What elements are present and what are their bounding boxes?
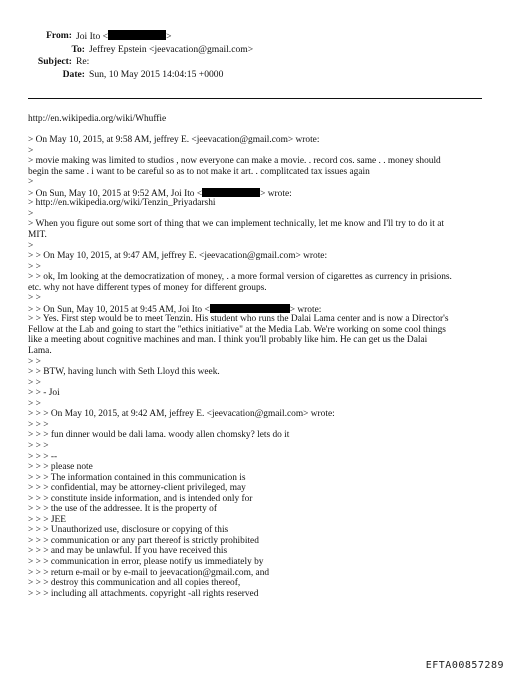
quote-line: > > > destroy this communication and all copies thereof, bbox=[28, 578, 241, 589]
quote-line: > > > bbox=[28, 419, 49, 430]
quote-line: > > > confidential, may be attorney-client privileged, may bbox=[28, 483, 246, 494]
quote-line: > > - Joi bbox=[28, 388, 60, 399]
subject-value: Re: bbox=[76, 56, 90, 68]
quote-line: > > > please note bbox=[28, 462, 93, 473]
redaction-bar bbox=[202, 188, 260, 197]
quote-line: > bbox=[28, 240, 34, 251]
quote-line: > > > Unauthorized use, disclosure or copying of this bbox=[28, 525, 229, 536]
quote-line: > > > communication or any part thereof is strictly prohibited bbox=[28, 535, 259, 546]
quote-line: Lama. bbox=[28, 346, 52, 357]
whuffie-link[interactable]: http://en.wikipedia.org/wiki/Whuffie bbox=[28, 114, 167, 124]
to-value: Jeffrey Epstein <jeevacation@gmail.com> bbox=[89, 43, 254, 55]
quote-line: > > > constitute inside information, and is intended only for bbox=[28, 493, 253, 504]
quote-line: > > ok, Im looking at the democratization of money, . a more formal version of cigarettes as currency in prisions. bbox=[28, 272, 452, 283]
quote-line: > > bbox=[28, 377, 41, 388]
quote-line: > > > including all attachments. copyright -all rights reserved bbox=[28, 588, 259, 599]
quote-line: > > bbox=[28, 356, 41, 367]
quote-line: > > > and may be unlawful. If you have received this bbox=[28, 546, 228, 557]
quote-line: begin the same . i want to be careful so as to not make it art. . complitcated tax issues again bbox=[28, 166, 370, 177]
document-id: EFTA00857289 bbox=[425, 660, 504, 671]
quote-line: > > > the use of the addressee. It is the property of bbox=[28, 504, 217, 515]
quote-line: > > > bbox=[28, 440, 49, 451]
quote-line: > movie making was limited to studios , now everyone can make a movie. . record cos. same . . money should bbox=[28, 156, 441, 167]
quote-line: > http://en.wikipedia.org/wiki/Tenzin_Priyadarshi bbox=[28, 198, 216, 209]
quote-line: > > > JEE bbox=[28, 514, 66, 525]
subject-row bbox=[0, 56, 512, 69]
quote-line: > > > return e-mail or by e-mail to jeevacation@gmail.com, and bbox=[28, 567, 270, 578]
quote-line: like a meeting about cognitive machines and man. I think you'll probably like him. He can get us the Dalai bbox=[28, 335, 428, 346]
email-body bbox=[28, 114, 488, 599]
quote-line: Fellow at the Lab and going to start the "ethics initiative" at the Media Lab. We're working on some cool things bbox=[28, 324, 446, 335]
quote-line: > > > communication in error, please notify us immediately by bbox=[28, 556, 264, 567]
quote-line: > > > On May 10, 2015, at 9:42 AM, jeffrey E. <jeevacation@gmail.com> wrote: bbox=[28, 409, 335, 420]
quote-line: > bbox=[28, 177, 34, 188]
quote-line: > On May 10, 2015, at 9:58 AM, jeffrey E. <jeevacation@gmail.com> wrote: bbox=[28, 135, 320, 146]
quote-line: > > bbox=[28, 398, 41, 409]
blank-line bbox=[28, 125, 488, 136]
quote-line: > bbox=[28, 208, 34, 219]
date-label: Date: bbox=[62, 68, 85, 80]
quote-line: > > Yes. First step would be to meet Tenzin. His student who runs the Dalai Lama center and is now a Director's bbox=[28, 314, 449, 325]
to-label: To: bbox=[71, 43, 85, 55]
date-value: Sun, 10 May 2015 14:04:15 +0000 bbox=[89, 68, 224, 80]
quote-line: > > bbox=[28, 261, 41, 272]
from-value: Joi Ito < > bbox=[76, 31, 172, 42]
quote-line-redacted: > On Sun, May 10, 2015 at 9:52 AM, Joi Ito < > wrote: bbox=[28, 188, 292, 199]
quote-line: > > BTW, having lunch with Seth Lloyd this week. bbox=[28, 367, 220, 378]
quote-line: > When you figure out some sort of thing that we can implement technically, let me know and I'll try to do it at bbox=[28, 219, 444, 230]
quote-line: > > > The information contained in this communication is bbox=[28, 472, 246, 483]
subject-label: Subject: bbox=[37, 56, 72, 68]
from-row bbox=[0, 30, 512, 44]
date-row bbox=[0, 69, 512, 82]
header-divider bbox=[28, 98, 482, 99]
quote-line: etc. why not have different types of money for different groups. bbox=[28, 282, 267, 293]
redaction-bar bbox=[108, 30, 166, 40]
redaction-bar bbox=[210, 304, 290, 313]
quote-line: MIT. bbox=[28, 230, 47, 241]
quote-line: > > bbox=[28, 293, 41, 304]
to-row bbox=[0, 44, 512, 57]
quote-line-redacted: > > On Sun, May 10, 2015 at 9:45 AM, Joi Ito < > wrote: bbox=[28, 304, 322, 315]
email-header bbox=[0, 30, 512, 81]
quote-line: > > > -- bbox=[28, 451, 58, 462]
quote-line: > > > fun dinner would be dali lama. woody allen chomsky? lets do it bbox=[28, 430, 290, 441]
quote-line: > bbox=[28, 145, 34, 156]
quote-line: > > On May 10, 2015, at 9:47 AM, jeffrey E. <jeevacation@gmail.com> wrote: bbox=[28, 251, 328, 262]
from-label: From: bbox=[46, 30, 72, 41]
